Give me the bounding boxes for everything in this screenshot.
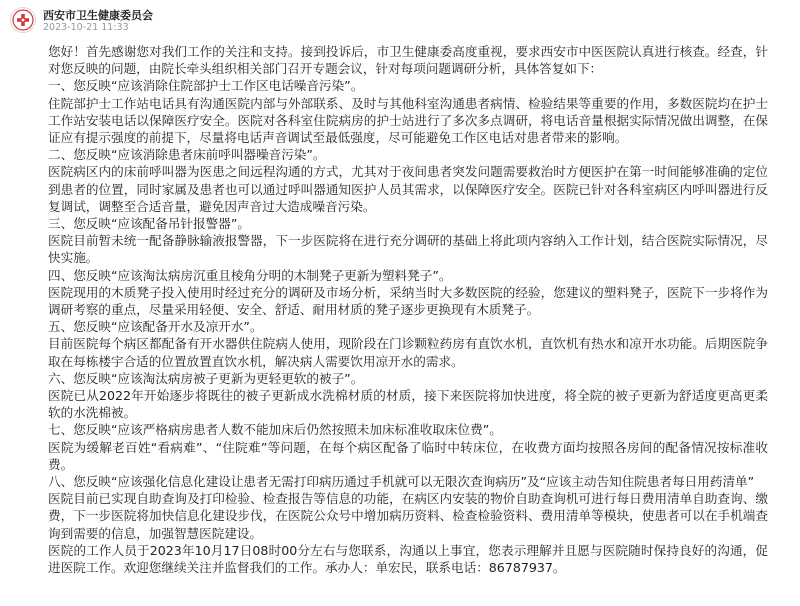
item-2-reply: 医院病区内的床前呼叫器为医患之间远程沟通的方式，尤其对于夜间患者突发问题需要救治时方便医护在第一时间能够准确的定位到患者的位置，同时家属及患者也可以通过呼叫器通知医护人员其需求，以保障医疗安全。医院已针对各科室病区内呼叫器进行反复调试，调整至合适音量，避免因声音过大造成噪音污染。 [48,164,768,214]
item-4-heading: 四、您反映“应该淘汰病房沉重且棱角分明的木制凳子更新为塑料凳子”。 [48,267,452,283]
intro-paragraph: 您好！首先感谢您对我们工作的关注和支持。接到投诉后，市卫生健康委高度重视，要求西安市中医医院认真进行核查。经查，针对您反映的问题，由院长牵头组织相关部门召开专题会议，针对每项问题调研分析，具体答复如下： [48,44,768,77]
item-5-heading: 五、您反映“应该配备开水及凉开水”。 [48,319,263,335]
item-5-reply: 目前医院每个病区都配备有开水器供住院病人使用，现阶段在门诊颗粒药房有直饮水机，直饮机有热水和凉开水功能。后期医院争取在每栋楼宇合适的位置放置直饮水机，解决病人需要饮用凉开水的需求。 [48,336,768,369]
item-6-heading: 六、您反映“应该淘汰病房被子更新为更轻更软的被子”。 [48,370,364,386]
item-8-heading: 八、您反映“应该强化信息化建设让患者无需打印病历通过手机就可以无限次查询病历”及“应该主动告知住院患者每日用药清单” [48,474,755,490]
post-body [48,43,768,576]
item-1-reply: 住院部护士工作站电话具有沟通医院内部与外部联系、及时与其他科室沟通患者病情、检验结果等重要的作用，多数医院均在护士工作站安装电话以保障医疗安全。医院对各科室住院病房的护士站进行了多次多点调研，将电话音量根据实际情况做出调整，在保证应有提示强度的前提下，尽量将电话声音调试至最低强度，尽可能避免工作区电话对患者带来的影响。 [48,95,768,146]
avatar[interactable] [10,7,36,33]
item-3-heading: 三、您反映“应该配备吊针报警器”。 [48,216,250,232]
health-commission-emblem-icon [11,8,35,32]
item-3-reply: 医院目前暂未统一配备静脉输液报警器，下一步医院将在进行充分调研的基础上将此项内容纳入工作计划，结合医院实际情况，尽快实施。 [48,233,768,266]
item-4-reply: 医院现用的木质凳子投入使用时经过充分的调研及市场分析，采纳当时大多数医院的经验，您建议的塑料凳子，医院下一步将作为调研考察的重点，尽量采用轻便、安全、舒适、耐用材质的凳子逐步更换现有木质凳子。 [48,284,768,318]
item-1-heading: 一、您反映“应该消除住院部护士工作区电话噪音污染”。 [48,78,364,94]
closing-paragraph: 医院的工作人员于2023年10月17日08时00分左右与您联系，沟通以上事宜，您表示理解并且愿与医院随时保持良好的沟通，促进医院工作。欢迎您继续关注并监督我们的工作。承办人：单宏民，联系电话：86787937。 [48,542,768,576]
post-header [10,6,790,34]
post-timestamp: 2023-10-21 11:33 [43,22,129,33]
item-2-heading: 二、您反映“应该消除患者床前呼叫器噪音污染”。 [48,147,326,163]
item-7-heading: 七、您反映“应该严格病房患者人数不能加床后仍然按照未加床标准收取床位费”。 [48,422,502,438]
item-6-reply: 医院已从2022年开始逐步将既往的被子更新成水洗棉材质的材质，接下来医院将加快进度，将全院的被子更新为舒适度更高更柔软的水洗棉被。 [48,388,768,421]
item-7-reply: 医院为缓解老百姓“看病难”、“住院难”等问题，在每个病区配备了临时中转床位，在收费方面均按照各房间的配备情况按标准收费。 [48,439,768,472]
account-name[interactable]: 西安市卫生健康委员会 [43,9,153,22]
item-8-reply: 医院目前已实现自助查询及打印检验、检查报告等信息的功能，在病区内安装的物价自助查询机可进行每日费用清单自助查询、缴费，下一步医院将加快信息化建设步伐，在医院公众号中增加病历资料、检查检验资料、费用清单等模块，使患者可以在手机端查询到需要的信息，加强智慧医院建设。 [48,491,768,541]
